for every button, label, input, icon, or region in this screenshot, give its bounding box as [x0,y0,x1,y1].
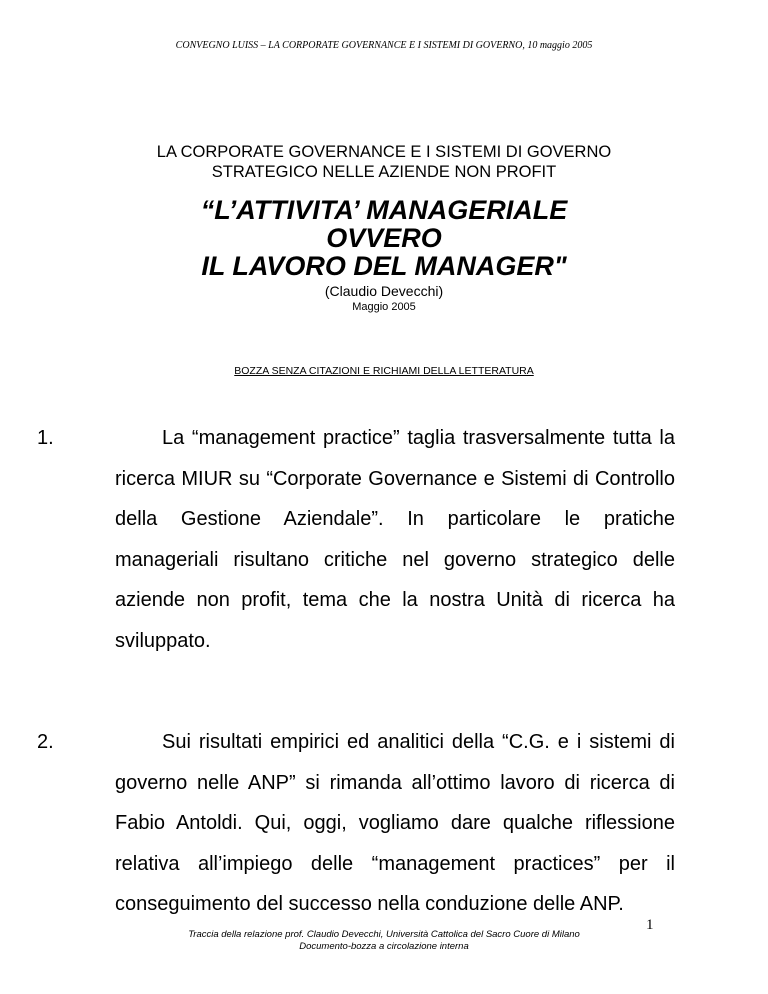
footer-line: Documento-bozza a circolazione interna [299,941,469,952]
main-title-line: OVVERO [326,223,442,253]
paragraph-number: 1. [37,427,54,449]
date: Maggio 2005 [352,301,416,313]
conference-title-line: LA CORPORATE GOVERNANCE E I SISTEMI DI GOVERNO [156,143,612,161]
author: (Claudio Devecchi) [324,283,444,299]
main-title [0,196,768,280]
footer-line: Traccia della relazione prof. Claudio Devecchi, Università Cattolica del Sacro Cuore di Milano [188,929,580,940]
main-title-line: “L’ATTIVITA’ MANAGERIALE [200,195,568,225]
paragraph-number: 2. [37,731,54,753]
paragraph [37,722,675,925]
draft-note: BOZZA SENZA CITAZIONI E RICHIAMI DELLA LETTERATURA [234,365,534,377]
page-number: 1 [646,917,654,933]
conference-title [0,142,768,182]
paragraph-text: Sui risultati empirici ed analitici della “C.G. e i sistemi di governo nelle ANP” si rimanda all’ottimo lavoro di ricerca di Fabio Antoldi. Qui, oggi, vogliamo dare qualche riflessione relativa all’impiego delle “management practices” per il conseguimento del successo nella conduzione delle ANP. [115,731,675,915]
conference-title-line: STRATEGICO NELLE AZIENDE NON PROFIT [211,163,557,181]
paragraph-text: La “management practice” taglia trasversalmente tutta la ricerca MIUR su “Corporate Governance e Sistemi di Controllo della Gestione Aziendale”. In particolare le pratiche manageriali risultano critiche nel governo strategico delle aziende non profit, tema che la nostra Unità di ricerca ha sviluppato. [115,427,675,652]
main-title-line: IL LAVORO DEL MANAGER" [201,251,567,281]
running-header: CONVEGNO LUISS – LA CORPORATE GOVERNANCE E I SISTEMI DI GOVERNO, 10 maggio 2005 [175,40,593,51]
paragraph [37,418,675,661]
